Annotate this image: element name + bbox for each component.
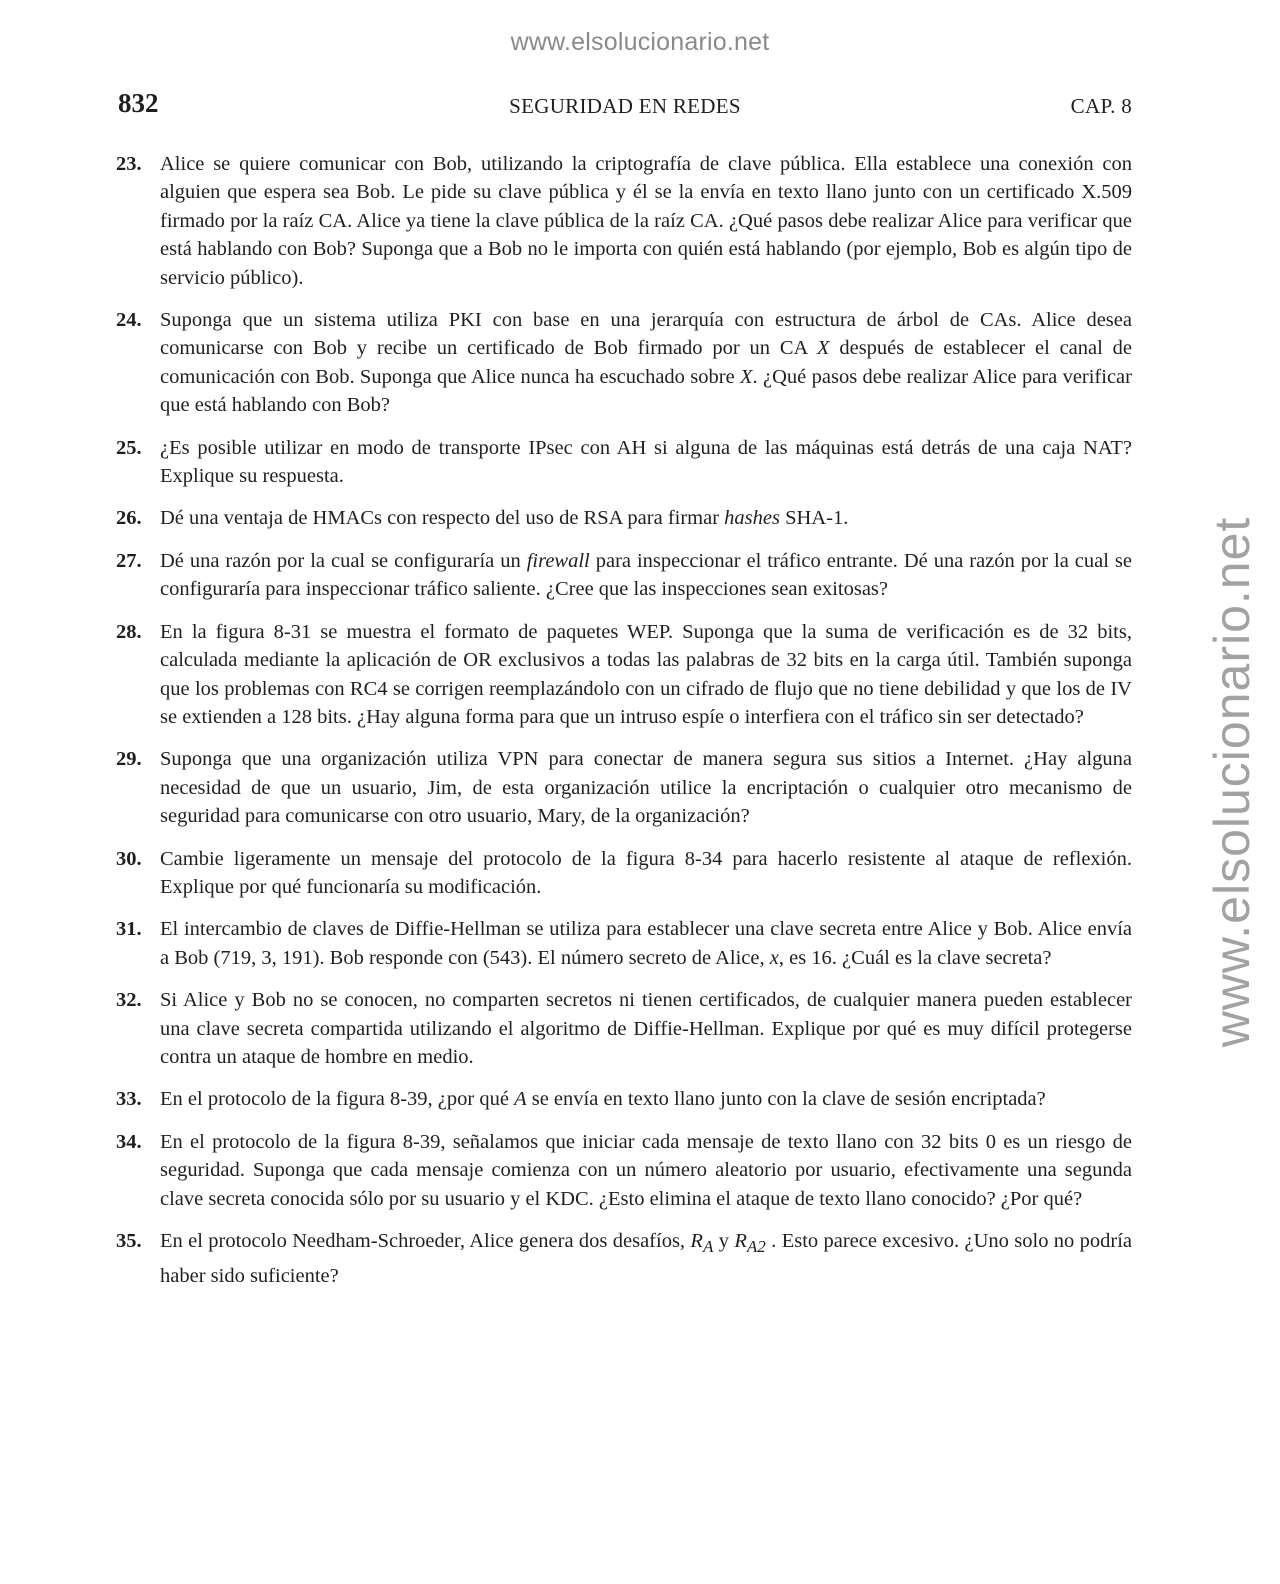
problem-text: El intercambio de claves de Diffie-Hellman se utiliza para establecer una clave secreta entre Alice y Bob. Alice envía a Bob (719, 3, 191). Bob responde con (543). El número secreto de Alice, xyxy=(160,918,1132,969)
chapter-label: CAP. 8 xyxy=(1070,94,1132,118)
page-header xyxy=(118,88,1132,124)
problem-25 xyxy=(116,434,1132,491)
problem-text: Suponga que una organización utiliza VPN para conectar de manera segura sus sitios a Internet. ¿Hay alguna necesidad de que un usuario, Jim, de esta organización utilice la encriptación o cualquier otro mecanismo de seguridad para comunicarse con otro usuario, Mary, de la organización? xyxy=(160,748,1132,828)
problem-24 xyxy=(116,306,1132,420)
problem-text: Cambie ligeramente un mensaje del protocolo de la figura 8-34 para hacerlo resistente al ataque de reflexión. Explique por qué funcionaría su modificación. xyxy=(160,847,1132,898)
problem-text: después de establecer el canal de comunicación con Bob. Suponga que Alice nunca ha escuchado sobre xyxy=(160,337,1132,388)
problem-number: 35. xyxy=(116,1230,142,1252)
problem-text: Alice se quiere comunicar con Bob, utilizando la criptografía de clave pública. Ella establece una conexión con alguien que espera sea Bob. Le pide su clave pública y él se la envía en texto llano junto con un certificado X.509 firmado por la raíz CA. Alice ya tiene la clave pública de la raíz CA. ¿Qué pasos debe realizar Alice para verificar que está hablando con Bob? Suponga que a Bob no le importa con quién está hablando (por ejemplo, Bob es algún tipo de servicio público). xyxy=(160,153,1132,289)
variable-x: x xyxy=(769,946,779,969)
problem-27 xyxy=(116,547,1132,604)
watermark-side: www.elsolucionario.net xyxy=(1204,516,1260,1048)
variable-a: A xyxy=(514,1088,527,1111)
problem-29 xyxy=(116,745,1132,830)
challenge-ra2-subscript: A2 xyxy=(746,1237,766,1257)
problem-28 xyxy=(116,618,1132,732)
emphasis-term: firewall xyxy=(526,549,590,572)
variable-x: X xyxy=(817,337,830,360)
problem-35 xyxy=(116,1227,1132,1290)
problem-number: 25. xyxy=(116,436,142,459)
problem-text: para inspeccionar el tráfico entrante. Dé una razón por la cual se configuraría para inspeccionar tráfico saliente. ¿Cree que las inspecciones sean exitosas? xyxy=(160,549,1132,601)
problem-text: Si Alice y Bob no se conocen, no comparten secretos ni tienen certificados, de cualquier manera pueden establecer una clave secreta compartida utilizando el algoritmo de Diffie-Hellman. Explique por qué es muy difícil protegerse contra un ataque de hombre en medio. xyxy=(160,989,1132,1068)
problem-text: Dé una ventaja de HMACs con respecto del uso de RSA para firmar xyxy=(160,507,725,530)
problem-text: ¿Es posible utilizar en modo de transporte IPsec con AH si alguna de las máquinas está detrás de una caja NAT? Explique su respuesta. xyxy=(160,436,1132,488)
problem-number: 31. xyxy=(116,918,142,941)
problem-text: se envía en texto llano junto con la clave de sesión encriptada? xyxy=(526,1088,1046,1111)
problem-list xyxy=(116,150,1132,1304)
problem-number: 34. xyxy=(116,1130,142,1153)
problem-number: 29. xyxy=(116,748,142,771)
problem-text: . ¿Qué pasos debe realizar Alice para verificar que está hablando con Bob? xyxy=(160,365,1132,417)
problem-33 xyxy=(116,1085,1132,1113)
problem-number: 23. xyxy=(116,153,142,175)
problem-number: 33. xyxy=(116,1088,142,1111)
problem-31 xyxy=(116,915,1132,972)
problem-text: . Esto parece excesivo. ¿Uno solo no podría haber sido suficiente? xyxy=(160,1230,1133,1287)
problem-text: Suponga que un sistema utiliza PKI con base en una jerarquía con estructura de árbol de CAs. Alice desea comunicarse con Bob y recibe un certificado de Bob firmado por un CA xyxy=(160,309,1132,360)
problem-text: y xyxy=(713,1230,735,1252)
problem-number: 27. xyxy=(116,549,142,572)
problem-number: 26. xyxy=(116,507,142,530)
watermark-top: www.elsolucionario.net xyxy=(510,28,770,56)
problem-number: 32. xyxy=(116,989,142,1012)
problem-23 xyxy=(116,150,1132,292)
problem-text: En el protocolo de la figura 8-39, ¿por qué xyxy=(160,1088,515,1111)
problem-number: 30. xyxy=(116,847,142,870)
challenge-ra: R xyxy=(690,1230,703,1252)
problem-32 xyxy=(116,986,1132,1071)
running-title: SEGURIDAD EN REDES xyxy=(509,94,741,118)
problem-26 xyxy=(116,504,1132,532)
problem-34 xyxy=(116,1128,1132,1213)
page-number: 832 xyxy=(118,88,159,118)
problem-text: En el protocolo de la figura 8-39, señalamos que iniciar cada mensaje de texto llano con 32 bits 0 es un riesgo de seguridad. Suponga que cada mensaje comienza con un número aleatorio por usuario, efectivamente una segunda clave secreta conocida sólo por su usuario y el KDC. ¿Esto elimina el ataque de texto llano conocido? ¿Por qué? xyxy=(160,1130,1132,1210)
challenge-ra2: R xyxy=(734,1230,747,1252)
emphasis-term: hashes xyxy=(724,507,780,530)
challenge-ra-subscript: A xyxy=(702,1237,714,1257)
problem-text: En el protocolo Needham-Schroeder, Alice genera dos desafíos, xyxy=(160,1230,691,1252)
problem-text: , es 16. ¿Cuál es la clave secreta? xyxy=(778,946,1052,969)
problem-number: 24. xyxy=(116,309,142,332)
problem-number: 28. xyxy=(116,620,142,643)
problem-text: SHA-1. xyxy=(779,507,849,530)
problem-30 xyxy=(116,845,1132,902)
problem-text: Dé una razón por la cual se configuraría un xyxy=(160,549,527,572)
problem-text: En la figura 8-31 se muestra el formato de paquetes WEP. Suponga que la suma de verificación es de 32 bits, calculada mediante la aplicación de OR exclusivos a todas las palabras de 32 bits en la carga útil. También suponga que los problemas con RC4 se corrigen reemplazándolo con un cifrado de flujo que no tiene debilidad y que los de IV se extienden a 128 bits. ¿Hay alguna forma para que un intruso espíe o interfiera con el tráfico sin ser detectado? xyxy=(160,620,1132,728)
variable-x: X xyxy=(740,365,753,388)
